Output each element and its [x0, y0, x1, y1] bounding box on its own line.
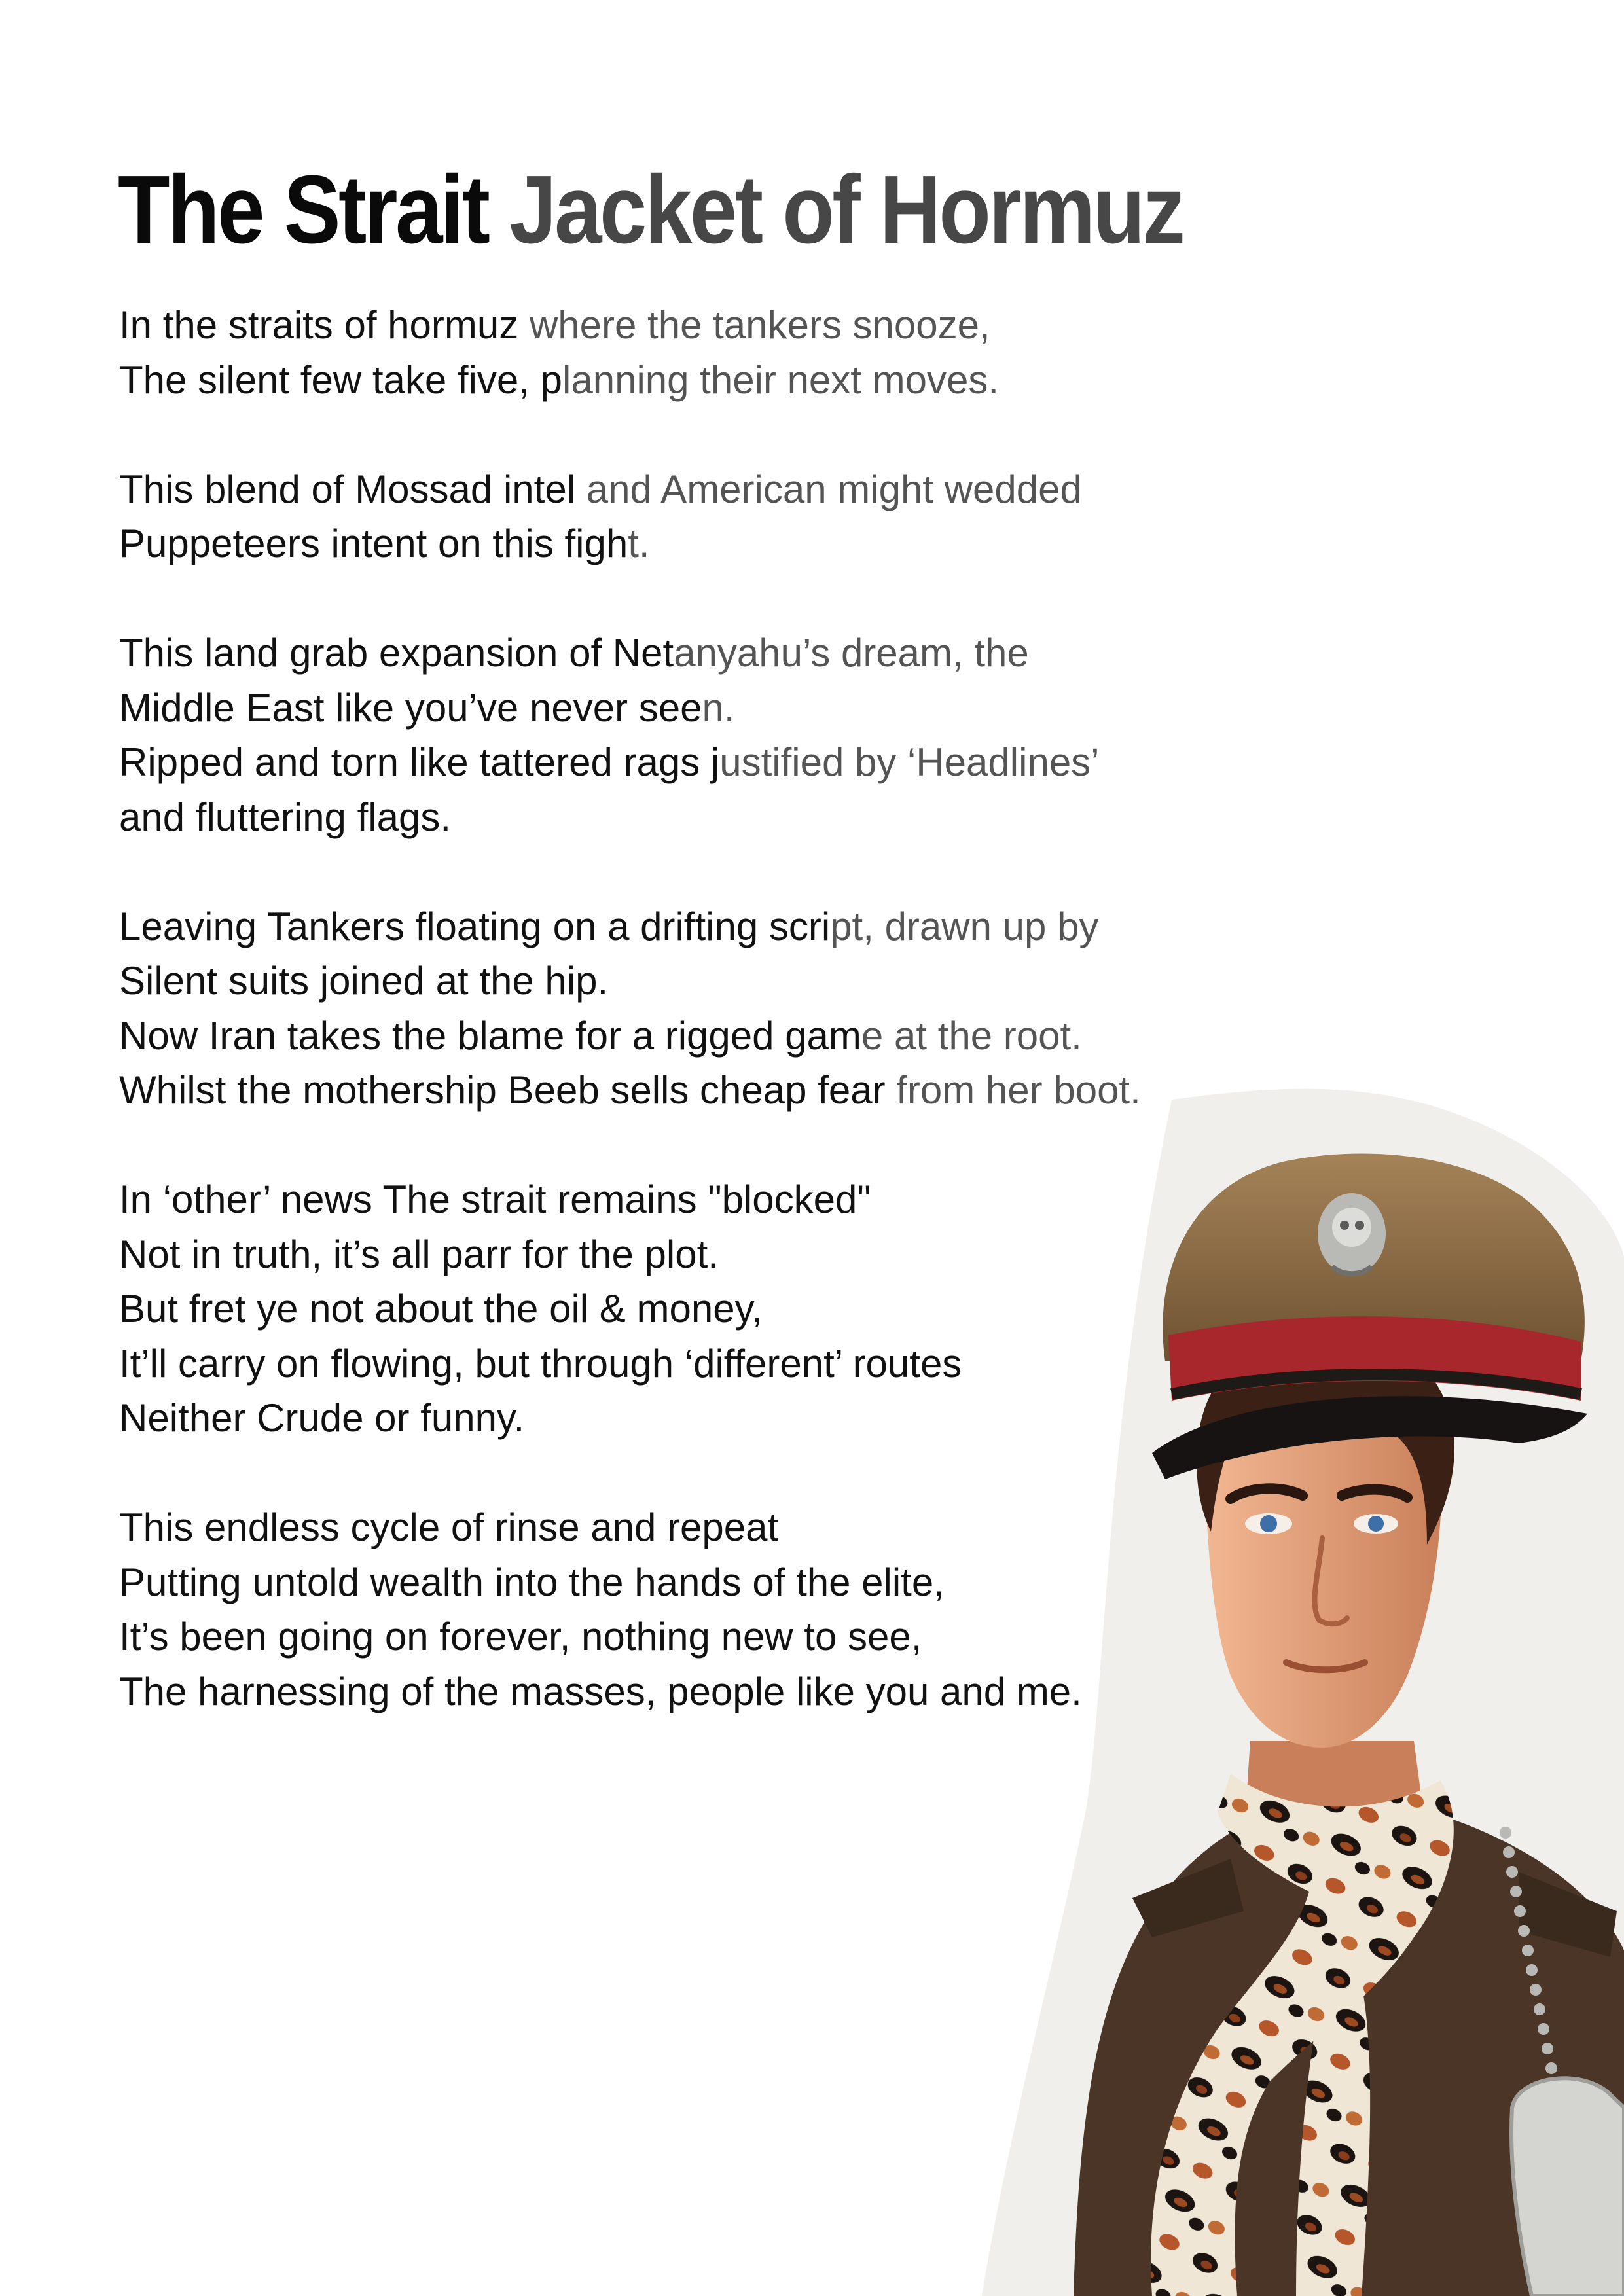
dog-tag	[1511, 2078, 1624, 2296]
poem-line: and fluttering flags.	[119, 795, 451, 839]
poem-line: But fret ye not about the oil & money,	[119, 1287, 763, 1331]
poem-line: The silent few take five, planning their next moves.	[119, 357, 1000, 402]
poem-line: This blend of Mossad intel and American might wedded	[119, 467, 1082, 511]
poem	[119, 298, 1363, 1774]
poem-line: It’ll carry on flowing, but through ‘different’ routes	[119, 1341, 962, 1386]
poem-line: It’s been going on forever, nothing new to see,	[119, 1615, 922, 1659]
poem-line: Middle East like you’ve never seen.	[119, 685, 735, 730]
poem-line: Not in truth, it’s all parr for the plot.	[119, 1232, 719, 1276]
page-title	[118, 152, 1183, 268]
stanza-5	[119, 1172, 1363, 1446]
poem-line: This land grab expansion of Netanyahu’s dream, the	[119, 631, 1029, 675]
title-part-1: The Strait	[118, 156, 488, 264]
stanza-4	[119, 899, 1363, 1118]
poem-line: This endless cycle of rinse and repeat	[119, 1505, 779, 1549]
poem-line: Now Iran takes the blame for a rigged game at the root.	[119, 1013, 1082, 1058]
stanza-6	[119, 1500, 1363, 1719]
poem-line: In the straits of hormuz where the tankers snooze,	[119, 303, 990, 347]
poem-line: Puppeteers intent on this fight.	[119, 522, 650, 565]
poem-line: Neither Crude or funny.	[119, 1396, 525, 1440]
stanza-2	[119, 462, 1363, 571]
poem-line: Whilst the mothership Beeb sells cheap fear from her boot.	[119, 1068, 1141, 1112]
poem-line: Leaving Tankers floating on a drifting script, drawn up by	[119, 904, 1099, 948]
poem-line: In ‘other’ news The strait remains "blocked"	[119, 1177, 871, 1221]
stanza-3	[119, 626, 1363, 844]
poem-line: Ripped and torn like tattered rags justified by ‘Headlines’	[119, 740, 1100, 784]
poem-line: Silent suits joined at the hip.	[119, 959, 609, 1003]
poem-line: The harnessing of the masses, people like you and me.	[119, 1669, 1082, 1713]
title-part-2: Jacket of Hormuz	[509, 156, 1183, 264]
poem-line: Putting untold wealth into the hands of the elite,	[119, 1560, 945, 1604]
stanza-1	[119, 298, 1363, 407]
